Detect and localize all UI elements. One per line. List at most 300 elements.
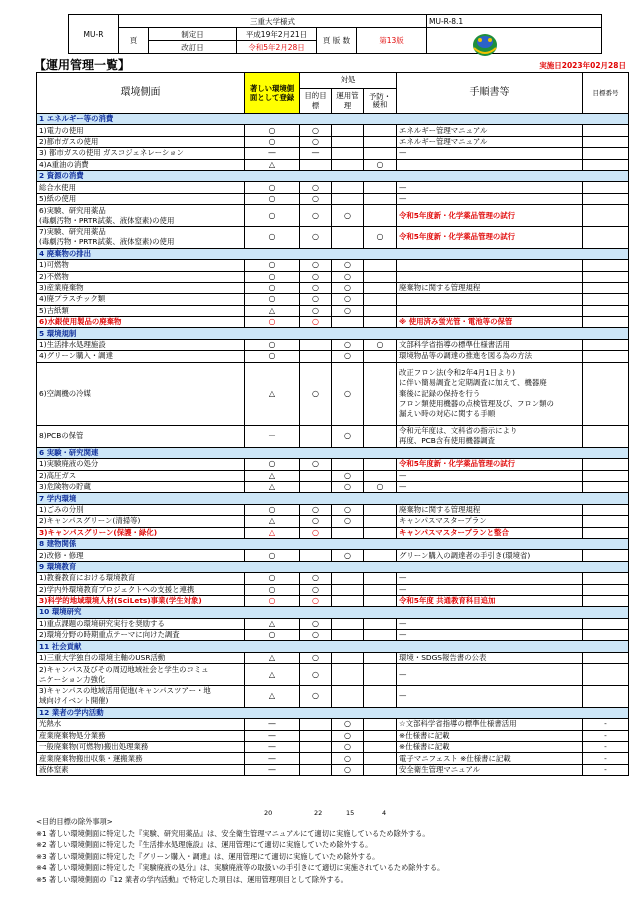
aspect-label: 1)生活排水処理施設 — [39, 340, 106, 350]
target-number — [583, 652, 629, 663]
aspect-label: 2)キャンパスグリーン(清掃等) — [39, 516, 141, 526]
objective-mark: ○ — [300, 516, 332, 527]
significant-mark: ○ — [245, 339, 300, 350]
table-row — [37, 764, 629, 775]
target-number: - — [583, 753, 629, 764]
operation-mark: ○ — [332, 339, 364, 350]
target-number — [583, 527, 629, 538]
section-header-row — [37, 170, 629, 181]
target-number — [583, 193, 629, 204]
procedure-doc — [397, 271, 583, 282]
table-row — [37, 730, 629, 741]
aspect-cell — [37, 159, 245, 170]
significant-mark: △ — [245, 664, 300, 686]
significant-mark: — — [245, 753, 300, 764]
section-label: 6 実験・研究関連 — [37, 447, 629, 458]
operation-mark: ○ — [332, 260, 364, 271]
table-row — [37, 148, 629, 159]
procedure-doc: エネルギー管理マニュアル — [397, 125, 583, 136]
aspect-label: 1)電力の使用 — [39, 125, 84, 135]
prevention-mark — [364, 317, 397, 328]
section-header-row — [37, 114, 629, 125]
aspect-label: 6)水銀使用製品の廃棄物 — [39, 317, 122, 327]
aspect-cell — [37, 764, 245, 775]
col-objective: 目的目標 — [300, 88, 332, 113]
procedure-doc: — — [397, 193, 583, 204]
objective-mark — [300, 426, 332, 448]
objective-mark: ○ — [300, 305, 332, 316]
objective-mark: ○ — [300, 294, 332, 305]
procedure-doc: キャンパスマスタープラン — [397, 516, 583, 527]
procedure-doc: 安全衛生管理マニュアル — [397, 764, 583, 775]
target-number — [583, 339, 629, 350]
prevention-mark — [364, 664, 397, 686]
objective-mark: ○ — [300, 664, 332, 686]
objective-mark: ○ — [300, 125, 332, 136]
prevention-mark — [364, 719, 397, 730]
aspect-cell — [37, 652, 245, 663]
note-item: ※3 著しい環境側面に特定した『グリーン購入・調達』は、運用管理にて適切に実施していため除外する。 — [36, 851, 380, 861]
procedure-doc: ※ 使用済み蛍光管・電池等の保管 — [397, 317, 583, 328]
section-header-row — [37, 447, 629, 458]
aspect-cell — [37, 339, 245, 350]
table-row — [37, 618, 629, 629]
significant-mark: ○ — [245, 271, 300, 282]
prevention-mark — [364, 271, 397, 282]
aspect-cell — [37, 294, 245, 305]
operation-mark: ○ — [332, 516, 364, 527]
table-row — [37, 182, 629, 193]
operation-mark — [332, 148, 364, 159]
procedure-doc — [397, 260, 583, 271]
target-number — [583, 686, 629, 708]
procedure-doc: — — [397, 584, 583, 595]
page-title: 【運用管理一覧】 — [34, 58, 131, 72]
table-row — [37, 573, 629, 584]
procedure-doc: 令和5年度 共通教育科目追加 — [397, 595, 583, 606]
aspect-label: 3)産業廃棄物 — [39, 283, 84, 293]
prevention-mark — [364, 282, 397, 293]
operation-mark — [332, 125, 364, 136]
prevention-mark — [364, 730, 397, 741]
objective-mark — [300, 159, 332, 170]
col-significant: 著しい環境側面として登録 — [245, 73, 300, 114]
operation-mark — [332, 159, 364, 170]
target-number — [583, 664, 629, 686]
section-header-row — [37, 493, 629, 504]
table-row — [37, 686, 629, 708]
aspect-label: 2)学内外環境教育プロジェクトへの支援と連携 — [39, 584, 195, 594]
aspect-cell — [37, 470, 245, 481]
aspect-label: 産業廃棄物搬出収集・運搬業務 — [39, 753, 143, 763]
implementation-date: 実施日2023年02月28日 — [539, 61, 626, 70]
aspect-cell — [37, 742, 245, 753]
operation-mark: ○ — [332, 470, 364, 481]
procedure-doc: — — [397, 182, 583, 193]
significant-mark: △ — [245, 159, 300, 170]
section-label: 1 エネルギー等の消費 — [37, 114, 629, 125]
significant-mark: △ — [245, 686, 300, 708]
table-row — [37, 317, 629, 328]
note-item: ※1 著しい環境側面に特定した『実験、研究用薬品』は、安全衛生管理マニュアルにて適切に実施しているため除外する。 — [36, 828, 430, 838]
target-number — [583, 618, 629, 629]
table-row — [37, 294, 629, 305]
objective-mark — [300, 550, 332, 561]
aspect-cell — [37, 482, 245, 493]
procedure-doc — [397, 159, 583, 170]
operation-mark — [332, 573, 364, 584]
table-row — [37, 470, 629, 481]
prevention-mark — [364, 294, 397, 305]
significant-mark: ○ — [245, 504, 300, 515]
operation-mark — [332, 182, 364, 193]
procedure-doc: — — [397, 664, 583, 686]
objective-mark — [300, 753, 332, 764]
table-row — [37, 362, 629, 425]
prevention-mark — [364, 182, 397, 193]
aspect-label: 1)重点課題の環境研究実行を奨励する — [39, 618, 165, 628]
target-number: - — [583, 764, 629, 775]
procedure-doc: 文部科学省指導の標準仕様書活用 — [397, 339, 583, 350]
aspect-label-continued: (毒劇汚物・PRTR試薬、液体窒素)の使用 — [39, 215, 175, 225]
significant-mark: △ — [245, 305, 300, 316]
operation-mark: ○ — [332, 550, 364, 561]
aspect-cell — [37, 182, 245, 193]
target-number — [583, 305, 629, 316]
procedure-doc: キャンパスマスタープランと整合 — [397, 527, 583, 538]
table-row — [37, 205, 629, 227]
col-procedure: 手順書等 — [397, 73, 583, 114]
prevention-mark — [364, 527, 397, 538]
target-number — [583, 148, 629, 159]
table-row — [37, 630, 629, 641]
objective-mark — [300, 470, 332, 481]
target-number — [583, 205, 629, 227]
aspect-label: 6)空調機の冷媒 — [39, 388, 91, 398]
operation-mark — [332, 686, 364, 708]
objective-mark — [300, 719, 332, 730]
aspect-label: 総合水使用 — [39, 182, 76, 192]
significant-mark: △ — [245, 482, 300, 493]
operation-mark: ○ — [332, 351, 364, 362]
aspect-label: 液体窒素 — [39, 764, 69, 774]
procedure-doc: — — [397, 618, 583, 629]
procedure-doc: 改正フロン法(令和2年4月1日より) に伴い簡易調査と定期調査に加えて、機器廃 棄後に記録の保持を行う フロン類使用機器の点検管理及び、フロン類の 漏えい時の対応に関する手順 — [397, 362, 583, 425]
aspect-cell — [37, 504, 245, 515]
aspect-cell — [37, 362, 245, 425]
objective-mark: ○ — [300, 686, 332, 708]
aspect-label-continued: (毒劇汚物・PRTR試薬、液体窒素)の使用 — [39, 237, 175, 247]
page-label: 頁 — [119, 28, 149, 54]
target-number — [583, 550, 629, 561]
prevention-mark: ○ — [364, 339, 397, 350]
procedure-doc: — — [397, 470, 583, 481]
col-response: 対処 — [300, 73, 397, 89]
target-number — [583, 159, 629, 170]
section-label: 5 環境規制 — [37, 328, 629, 339]
table-row — [37, 719, 629, 730]
prevention-mark — [364, 618, 397, 629]
section-header-row — [37, 707, 629, 718]
notes — [36, 816, 628, 886]
operation-mark — [332, 630, 364, 641]
prevention-mark — [364, 652, 397, 663]
target-number — [583, 260, 629, 271]
prevention-mark — [364, 459, 397, 470]
operation-mark: ○ — [332, 426, 364, 448]
aspect-label: 2)不燃物 — [39, 271, 69, 281]
target-number — [583, 362, 629, 425]
significant-mark: ○ — [245, 205, 300, 227]
procedure-doc: 環境物品等の調達の推進を図る為の方法 — [397, 351, 583, 362]
operation-mark — [332, 618, 364, 629]
significant-mark: ○ — [245, 317, 300, 328]
logo-cell — [427, 28, 602, 54]
prevention-mark — [364, 193, 397, 204]
section-header-row — [37, 641, 629, 652]
prevention-mark — [364, 205, 397, 227]
prevention-mark — [364, 362, 397, 425]
aspect-cell — [37, 351, 245, 362]
aspect-cell — [37, 664, 245, 686]
prevention-mark — [364, 630, 397, 641]
aspect-label: 3)キャンパスグリーン(保護・緑化) — [39, 527, 158, 537]
prevention-mark — [364, 504, 397, 515]
section-header-row — [37, 538, 629, 549]
form-code-left: MU-R — [69, 15, 119, 54]
aspect-cell — [37, 550, 245, 561]
aspect-label: 2)環境分野の時期重点テーマに向けた調査 — [39, 630, 180, 640]
procedure-doc: 令和5年度新・化学薬品管理の試行 — [397, 205, 583, 227]
aspect-cell — [37, 753, 245, 764]
target-number: - — [583, 730, 629, 741]
target-number — [583, 630, 629, 641]
section-header-row — [37, 328, 629, 339]
significant-mark: ○ — [245, 595, 300, 606]
note-item: ※4 著しい環境側面に特定した『実験廃液の処分』は、実験廃液等の取扱いの手引きにて適切に実施されているため除外する。 — [36, 863, 445, 873]
aspect-cell — [37, 426, 245, 448]
aspect-label: 4)グリーン購入・調達 — [39, 351, 113, 361]
col-aspect: 環境側面 — [37, 73, 245, 114]
procedure-doc: エネルギー管理マニュアル — [397, 136, 583, 147]
significant-mark: △ — [245, 516, 300, 527]
section-label: 8 建物関係 — [37, 538, 629, 549]
section-label: 7 学内環境 — [37, 493, 629, 504]
target-number — [583, 584, 629, 595]
prevention-mark — [364, 351, 397, 362]
procedure-doc: 廃棄物に関する管理規程 — [397, 504, 583, 515]
prevention-mark — [364, 584, 397, 595]
section-header-row — [37, 561, 629, 572]
aspect-cell — [37, 730, 245, 741]
objective-mark: ○ — [300, 459, 332, 470]
prevention-mark — [364, 573, 397, 584]
operation-mark — [332, 136, 364, 147]
aspect-cell — [37, 305, 245, 316]
objective-mark: ○ — [300, 226, 332, 248]
significant-mark: ○ — [245, 573, 300, 584]
revised-label: 改訂日 — [149, 41, 237, 54]
operation-mark: ○ — [332, 742, 364, 753]
significant-mark: ○ — [245, 136, 300, 147]
total-operation: 15 — [346, 809, 355, 817]
aspect-cell — [37, 595, 245, 606]
aspect-label: 4)A重油の消費 — [39, 159, 89, 169]
note-item: ※2 著しい環境側面に特定した『生活排水処理施設』は、運用管理にて適切に実施していため除外する。 — [36, 840, 373, 850]
table-row — [37, 426, 629, 448]
aspect-label: 3)科学的地域環境人材(SciLets)事業(学生対象) — [39, 596, 202, 606]
form-code-right: MU-R-8.1 — [427, 15, 602, 28]
notes-heading: <目的目標の除外事項> — [36, 817, 113, 826]
aspect-label: 8)PCBの保管 — [39, 431, 84, 441]
aspect-cell — [37, 686, 245, 708]
significant-mark: ○ — [245, 282, 300, 293]
aspect-label: 6)実験、研究用薬品 — [39, 205, 106, 215]
significant-mark: △ — [245, 652, 300, 663]
target-number — [583, 182, 629, 193]
objective-mark: ○ — [300, 205, 332, 227]
operation-mark: ○ — [332, 305, 364, 316]
operation-mark: ○ — [332, 282, 364, 293]
table-row — [37, 125, 629, 136]
table-row — [37, 516, 629, 527]
aspect-label-continued: 域向けイベント開催) — [39, 696, 109, 706]
aspect-cell — [37, 205, 245, 227]
table-row — [37, 136, 629, 147]
col-operation: 運用管理 — [332, 88, 364, 113]
significant-mark: ○ — [245, 630, 300, 641]
significant-mark: － — [245, 426, 300, 448]
section-label: 4 廃棄物の排出 — [37, 248, 629, 259]
procedure-doc: — — [397, 630, 583, 641]
operation-mark — [332, 584, 364, 595]
table-row — [37, 664, 629, 686]
target-number — [583, 125, 629, 136]
target-number — [583, 573, 629, 584]
target-number — [583, 516, 629, 527]
objective-mark: ○ — [300, 584, 332, 595]
aspect-label: 4)廃プラスチック類 — [39, 294, 106, 304]
table-row — [37, 271, 629, 282]
operation-mark — [332, 226, 364, 248]
section-header-row — [37, 248, 629, 259]
target-number: - — [583, 719, 629, 730]
operation-mark — [332, 527, 364, 538]
table-row — [37, 305, 629, 316]
objective-mark — [300, 351, 332, 362]
aspect-cell — [37, 193, 245, 204]
aspect-label: 2)改修・修理 — [39, 550, 84, 560]
operation-mark: ○ — [332, 482, 364, 493]
aspect-label: 3) 都市ガスの使用 ガスコジェネレーション — [39, 148, 184, 158]
target-number — [583, 294, 629, 305]
aspect-label: 5)古紙類 — [39, 305, 69, 315]
procedure-doc: 廃棄物に関する管理規程 — [397, 282, 583, 293]
note-item: ※5 著しい環境側面の『12 業者の学内活動』で特定した項目は、運用管理項目として除外する。 — [36, 874, 348, 884]
aspect-cell — [37, 630, 245, 641]
prevention-mark: ○ — [364, 482, 397, 493]
established-date: 平成19年2月21日 — [237, 28, 317, 41]
procedure-doc: 令和元年度は、文科省の指示により 再度、PCB含有使用機器調査 — [397, 426, 583, 448]
prevention-mark — [364, 742, 397, 753]
objective-mark: ○ — [300, 573, 332, 584]
prevention-mark — [364, 125, 397, 136]
table-row — [37, 595, 629, 606]
prevention-mark: ○ — [364, 226, 397, 248]
objective-mark: ○ — [300, 282, 332, 293]
significant-mark: ○ — [245, 550, 300, 561]
objective-mark — [300, 482, 332, 493]
significant-mark: ○ — [245, 459, 300, 470]
target-number — [583, 482, 629, 493]
prevention-mark — [364, 426, 397, 448]
operation-mark: ○ — [332, 294, 364, 305]
objective-mark: ○ — [300, 136, 332, 147]
table-body — [37, 114, 629, 776]
version: 第13版 — [357, 28, 427, 54]
target-number — [583, 351, 629, 362]
total-significant: 20 — [264, 809, 273, 817]
procedure-doc: — — [397, 686, 583, 708]
prevention-mark — [364, 516, 397, 527]
procedure-doc: 令和5年度新・化学薬品管理の試行 — [397, 459, 583, 470]
target-number: - — [583, 742, 629, 753]
revised-date: 令和5年2月28日 — [237, 41, 317, 54]
total-objective: 22 — [314, 809, 323, 817]
aspect-cell — [37, 136, 245, 147]
table-row — [37, 159, 629, 170]
target-number — [583, 504, 629, 515]
table-row — [37, 482, 629, 493]
objective-mark — [300, 742, 332, 753]
target-number — [583, 459, 629, 470]
objective-mark: ○ — [300, 271, 332, 282]
table-row — [37, 753, 629, 764]
procedure-doc: ※仕様書に記載 — [397, 742, 583, 753]
aspect-cell — [37, 459, 245, 470]
table-row — [37, 260, 629, 271]
significant-mark: ○ — [245, 260, 300, 271]
operation-mark — [332, 317, 364, 328]
procedure-doc: 令和5年度新・化学薬品管理の試行 — [397, 226, 583, 248]
operation-mark: ○ — [332, 205, 364, 227]
section-label: 9 環境教育 — [37, 561, 629, 572]
aspect-cell — [37, 282, 245, 293]
target-number — [583, 317, 629, 328]
aspect-label: 1)三重大学独自の環境主軸のUSR活動 — [39, 653, 166, 663]
table-row — [37, 226, 629, 248]
procedure-doc — [397, 294, 583, 305]
section-header-row — [37, 607, 629, 618]
objective-mark: ○ — [300, 595, 332, 606]
aspect-label: 1)実験廃液の処分 — [39, 459, 99, 469]
table-row — [37, 742, 629, 753]
significant-mark: ○ — [245, 584, 300, 595]
significant-mark: — — [245, 730, 300, 741]
procedure-doc: — — [397, 573, 583, 584]
procedure-doc — [397, 305, 583, 316]
operation-mark — [332, 664, 364, 686]
target-number — [583, 470, 629, 481]
operation-mark — [332, 652, 364, 663]
table-row — [37, 527, 629, 538]
objective-mark: ○ — [300, 182, 332, 193]
aspect-cell — [37, 618, 245, 629]
established-label: 制定日 — [149, 28, 237, 41]
aspect-label: 1)可燃物 — [39, 260, 69, 270]
aspect-cell — [37, 125, 245, 136]
significant-mark: — — [245, 742, 300, 753]
